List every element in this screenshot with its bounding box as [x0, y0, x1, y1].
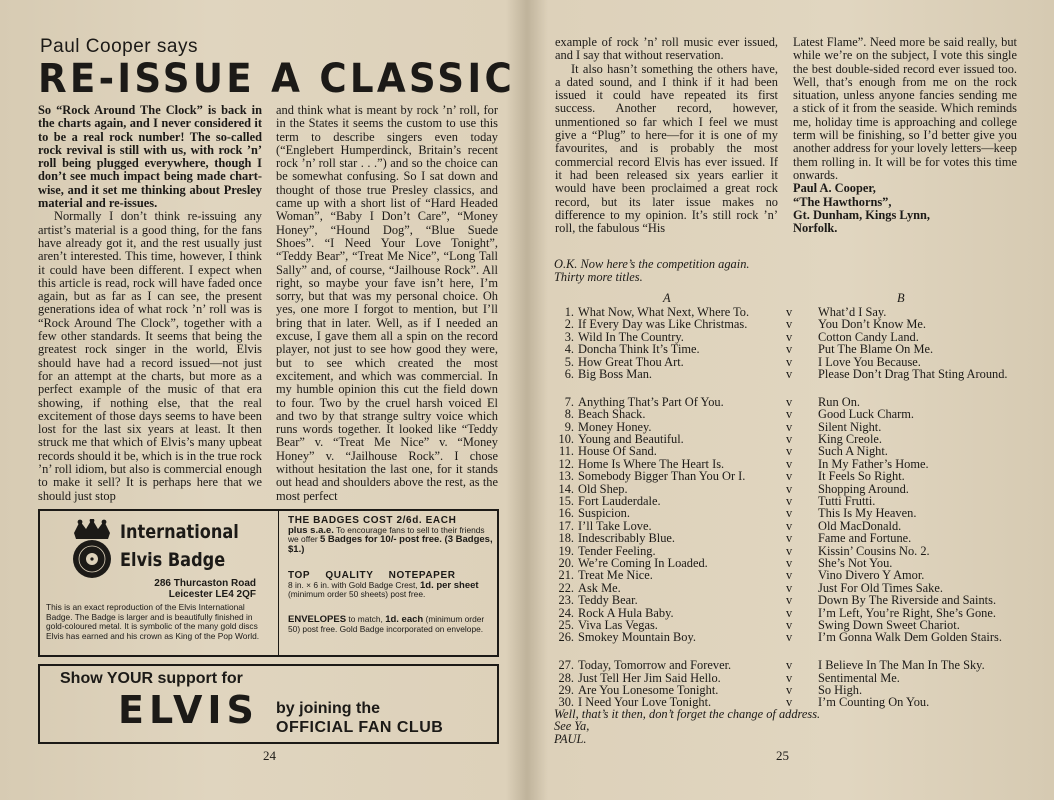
entry-title-a: Big Boss Man.	[578, 367, 653, 381]
entry-title-a: If Every Day was Like Christmas.	[578, 317, 748, 332]
entry-title-a: What Now, What Next, Where To.	[578, 305, 750, 319]
entry-title-a: We’re Coming In Loaded.	[578, 556, 708, 570]
byline: Paul Cooper says	[40, 36, 198, 57]
entry-versus: v	[786, 683, 793, 697]
left-page	[0, 0, 526, 800]
entry-versus: v	[786, 695, 793, 710]
entry-title-b: Swing Down Sweet Chariot.	[818, 618, 960, 632]
entry-title-b: I Love You Because.	[818, 354, 921, 369]
entry-title-a: How Great Thou Art.	[578, 354, 684, 369]
badge-address-line1: 286 Thurcaston Road	[154, 578, 256, 589]
entry-versus: v	[786, 543, 793, 558]
badge-description: This is an exact reproduction of the Elvis International Badge. The Badge is larger and is beautifully finished in gold-coloured metal. It is symbolic of the many gold discs Elvis has earned and his crown as King of the Pop World.	[46, 602, 260, 641]
notepaper-tail: (minimum order 50 sheets) post free.	[288, 589, 426, 600]
entry-number: 13.	[558, 469, 574, 484]
entry-versus: v	[786, 658, 793, 673]
entry-number: 7.	[564, 394, 574, 409]
badge-brand-line2: Elvis Badge	[120, 549, 226, 571]
entry-versus: v	[786, 494, 793, 508]
entry-number: 30.	[558, 695, 574, 710]
entry-versus: v	[786, 556, 793, 570]
entry-title-a: Rock A Hula Baby.	[578, 605, 674, 620]
entry-title-b: Put The Blame On Me.	[818, 342, 934, 357]
signature-line: Paul A. Cooper,	[793, 181, 876, 196]
entry-number: 2.	[564, 317, 574, 332]
entry-number: 19.	[558, 543, 574, 558]
entry-number: 17.	[558, 518, 574, 533]
entry-title-a: Ask Me.	[578, 580, 621, 595]
entry-versus: v	[786, 419, 793, 434]
entry-versus: v	[786, 605, 793, 620]
price-sae: plus s.a.e.	[288, 524, 334, 536]
entry-title-b: Fame and Fortune.	[818, 531, 912, 546]
entry-number: 5.	[564, 354, 574, 369]
entry-number: 1.	[564, 305, 574, 319]
entry-versus: v	[786, 481, 793, 496]
entry-number: 23.	[558, 593, 574, 608]
page-number: 25	[776, 748, 789, 763]
fanclub-join-line2: OFFICIAL FAN CLUB	[276, 719, 444, 736]
entry-title-a: I’ll Take Love.	[578, 518, 652, 533]
envelopes-heading: ENVELOPES	[288, 614, 347, 625]
entry-versus: v	[786, 670, 793, 685]
body-paragraph: Normally I don’t think re-issuing any artist’s material is a good thing, for the fans have already got it, and the rest usually just aren’t interested. This time, however, I think it could have been different. I expect when this article is read, rock will have faded once again, but as far as I can see, the present generations idea of what rock ’n’ roll was is “Rock Around The Clock”, together with a few other standards. It seems that being the greatest rock singer in the world, Elvis should have had a record issued—not just for an attempt at the charts, but more as a perfect example of the music of that era showing, if nothing else, that the real excitement of those days seems to have been lost for the last six years at least. It then struck me that which of Elvis’s many upbeat records should it be, which is in the true rock ’n’ roll idiom, but also is commercial enough to make it sell? It is perhaps here that we should just stop	[38, 209, 262, 503]
closing-line: See Ya,	[554, 719, 590, 734]
closing-note	[554, 708, 820, 745]
entry-number: 11.	[558, 444, 574, 459]
entry-versus: v	[786, 317, 793, 332]
closing-line: Well, that’s it then, don’t forget the change of address.	[554, 707, 821, 721]
entry-title-b: Tutti Frutti.	[818, 494, 876, 508]
entry-versus: v	[786, 342, 793, 357]
body-paragraph: and think what is meant by rock ’n’ roll, for in the States it seems the custom to use this term to describe singers even today (“Englebert Humperdinck, Britain’s recent rock ’n’ roll star . . .”) and so the choice can be somewhat confusing. So I sat down and thought of those true Presley classics, and came up with a short list of “Hard Headed Woman”, “Baby I Don’t Care”, “Money Honey”, “Hound Dog”, “Blue Suede Shoes”. “I Need Your Love Tonight”, “Teddy Bear”, “Treat Me Nice”, “Long Tall Sally” and, of course, “Jailhouse Rock”. All right, so maybe your fave isn’t here, I’m sorry, but that was my personal choice. Oh yes, one more I forgot to mention, but I’ll bring that in later. Well, as if I needed an excuse, I gave them all a spin on the record player, not just to see how good they were, but to see which created the most excitement, and which was commercial. In my humble opinion this cut the field down to four. Two by the cruel harsh voiced El and two by that strange sultry voice which runs words together. It looked like “Teddy Bear” v. “Treat Me Nice” v. “Money Honey” v. “Jailhouse Rock”. I chose without hesitation the last one, for it stands out head and shoulders above the rest, as the most perfect	[276, 103, 498, 503]
entry-versus: v	[786, 329, 793, 344]
entry-title-b: I’m Gonna Walk Dem Golden Stairs.	[818, 630, 1002, 645]
entry-title-b: Vino Divero Y Amor.	[818, 568, 925, 583]
entry-number: 18.	[558, 531, 574, 546]
entry-title-a: Just Tell Her Jim Said Hello.	[578, 670, 721, 685]
entry-title-b: You Don’t Know Me.	[818, 317, 926, 332]
entry-title-a: Somebody Bigger Than You Or I.	[578, 469, 746, 484]
signature-line: “The Hawthorns”,	[793, 194, 892, 209]
entry-title-b: Such A Night.	[818, 444, 888, 459]
badge-advertisement	[38, 509, 499, 657]
body-paragraph: example of rock ’n’ roll music ever issued, and I say that without reservation.	[555, 35, 778, 63]
entry-title-b: Cotton Candy Land.	[818, 329, 919, 344]
envelopes-tail: (minimum order 50) post free. Gold Badge incorporated on envelope.	[288, 614, 485, 634]
entry-number: 28.	[558, 670, 574, 685]
badge-address-line2: Leicester LE4 2QF	[168, 589, 256, 600]
entry-number: 6.	[564, 367, 574, 381]
entry-number: 20.	[558, 556, 574, 570]
entry-title-b: Run On.	[818, 394, 860, 409]
entry-title-a: Teddy Bear.	[578, 593, 638, 608]
entry-title-b: What’d I Say.	[818, 305, 887, 319]
entry-number: 16.	[558, 506, 574, 521]
entry-number: 24.	[558, 605, 574, 620]
article-column-4	[793, 36, 1017, 235]
entry-versus: v	[786, 518, 793, 533]
entry-title-b: I Believe In The Man In The Sky.	[818, 658, 985, 673]
entry-title-a: Beach Shack.	[578, 407, 646, 422]
entry-title-a: I Need Your Love Tonight.	[578, 695, 712, 710]
entry-title-a: Indescribably Blue.	[578, 531, 676, 546]
entry-title-b: Please Don’t Drag That Sting Around.	[818, 367, 1008, 381]
badge-price-heading: THE BADGES COST 2/6d. EACH	[288, 515, 457, 526]
entry-title-a: Young and Beautiful.	[578, 432, 684, 446]
entry-number: 14.	[558, 481, 574, 496]
entry-title-b: It Feels So Right.	[818, 469, 905, 484]
entry-title-a: Fort Lauderdale.	[578, 494, 661, 508]
entry-versus: v	[786, 593, 793, 608]
intro-line: O.K. Now here’s the competition again.	[554, 257, 750, 271]
entry-title-b: I’m Counting On You.	[818, 695, 930, 710]
signature-line: Norfolk.	[793, 221, 838, 236]
entry-versus: v	[786, 506, 793, 521]
entry-title-a: Treat Me Nice.	[578, 568, 653, 583]
entry-versus: v	[786, 531, 793, 546]
closing-line: PAUL.	[554, 731, 587, 746]
fan-club-advertisement	[38, 664, 499, 744]
lead-paragraph: So “Rock Around The Clock” is back in the charts again, and I never considered it to be a real rock number! The so-called rock revival is still with us, with rock ’n’ roll being plugged everywhere, though I don’t see much impact being made chart-wise, and it set me thinking about Presley material and re-issues.	[38, 103, 262, 211]
headline: RE-ISSUE A CLASSIC	[38, 56, 516, 102]
envelopes-block	[288, 615, 494, 634]
entry-title-b: King Creole.	[818, 432, 883, 446]
envelopes-price: 1d. each	[385, 614, 424, 625]
entry-number: 12.	[558, 456, 574, 471]
entry-title-a: Doncha Think It’s Time.	[578, 342, 700, 357]
entry-number: 8.	[564, 407, 574, 422]
entry-versus: v	[786, 618, 793, 632]
article-column-2	[276, 104, 498, 503]
entry-title-b: I’m Left, You’re Right, She’s Gone.	[818, 605, 996, 620]
entry-number: 15.	[558, 494, 574, 508]
entry-versus: v	[786, 367, 793, 381]
notepaper-block	[288, 571, 494, 600]
price-offer: 5 Badges for 10/- post free. (3 Badges, $1.)	[288, 534, 493, 555]
entry-title-b: Silent Night.	[818, 419, 882, 434]
envelopes-mid: to match,	[346, 614, 386, 624]
entry-versus: v	[786, 354, 793, 369]
entry-versus: v	[786, 580, 793, 595]
entry-title-b: Kissin’ Cousins No. 2.	[818, 543, 930, 558]
entry-title-b: So High.	[818, 683, 863, 697]
entry-title-b: Shopping Around.	[818, 481, 909, 496]
entry-title-a: Wild In The Country.	[578, 329, 684, 344]
notepaper-heading: TOP QUALITY NOTEPAPER	[288, 570, 456, 581]
entry-title-a: Suspicion.	[578, 506, 630, 521]
crown-record-icon	[70, 519, 114, 583]
competition-intro	[554, 258, 749, 285]
entry-title-b: Good Luck Charm.	[818, 407, 915, 422]
column-a-header: A	[663, 291, 671, 305]
fanclub-show-line: Show YOUR support for	[60, 670, 243, 687]
entry-versus: v	[786, 469, 793, 484]
entry-title-a: Smokey Mountain Boy.	[578, 630, 696, 645]
entry-versus: v	[786, 394, 793, 409]
entry-title-a: House Of Sand.	[578, 444, 657, 459]
entry-number: 22.	[558, 580, 574, 595]
entry-title-b: In My Father’s Home.	[818, 456, 929, 471]
entry-number: 9.	[564, 419, 574, 434]
badge-brand-line1: International	[120, 521, 239, 543]
entry-number: 25.	[558, 618, 574, 632]
entry-versus: v	[786, 568, 793, 583]
entry-title-a: Viva Las Vegas.	[578, 618, 658, 632]
entry-number: 10.	[558, 432, 574, 446]
article-column-1	[38, 104, 262, 503]
ad-divider	[278, 511, 279, 655]
entry-title-a: Are You Lonesome Tonight.	[578, 683, 719, 697]
body-paragraph: Latest Flame”. Need more be said really, but while we’re on the subject, I vote this single the best double-sided record ever issued too. Well, that’s enough from me on the rock situation, unless anyone fancies sending me a stick of it from the seaside. Which reminds me, holiday time is approaching and college term will be finishing, so I’d better give you another address for your lovely letters—keep them rolling in. It will be for votes this time onwards.	[793, 35, 1017, 182]
entry-number: 21.	[558, 568, 574, 583]
entry-versus: v	[786, 432, 793, 446]
entry-title-a: Money Honey.	[578, 419, 652, 434]
notepaper-price: 1d. per sheet	[419, 579, 479, 591]
entry-versus: v	[786, 456, 793, 471]
entry-number: 27.	[558, 658, 574, 673]
entry-number: 29.	[558, 683, 574, 697]
entry-number: 4.	[564, 342, 574, 357]
column-b-header: B	[897, 291, 905, 305]
entry-title-a: Anything That’s Part Of You.	[578, 394, 724, 409]
entry-title-b: This Is My Heaven.	[818, 506, 917, 521]
fanclub-elvis: ELVIS	[118, 688, 259, 732]
entry-title-b: Sentimental Me.	[818, 670, 900, 685]
entry-title-b: She’s Not You.	[818, 556, 893, 570]
entry-title-b: Down By The Riverside and Saints.	[818, 593, 997, 608]
right-page	[528, 0, 1054, 800]
entry-title-a: Old Shep.	[578, 481, 628, 496]
entry-versus: v	[786, 444, 793, 459]
notepaper-body: 8 in. × 6 in. with Gold Badge Crest,	[288, 579, 420, 590]
entry-title-a: Home Is Where The Heart Is.	[578, 456, 725, 471]
entry-title-b: Just For Old Times Sake.	[818, 580, 943, 595]
badge-price-block	[288, 516, 494, 554]
price-body: To encourage fans to sell to their friends we offer	[288, 524, 485, 545]
signature-line: Gt. Dunham, Kings Lynn,	[793, 207, 931, 222]
entry-title-a: Today, Tomorrow and Forever.	[578, 658, 732, 673]
intro-line: Thirty more titles.	[554, 270, 643, 285]
fanclub-join-line1: by joining the	[276, 700, 380, 717]
entry-title-b: Old MacDonald.	[818, 518, 902, 533]
entry-versus: v	[786, 305, 793, 319]
entry-versus: v	[786, 407, 793, 422]
page-number: 24	[263, 748, 276, 763]
entry-number: 3.	[564, 329, 574, 344]
entry-number: 26.	[558, 630, 574, 645]
entry-versus: v	[786, 630, 793, 645]
body-paragraph: It also hasn’t something the others have, a dated sound, and I think if it had been issued it could have repeated its first success. Another record, however, unmentioned so far which I feel we must give a “Plug” to here—for it is one of my favourites, and is probably the most commercial record Elvis has ever issued. If it had been released six years earlier it would have been proclaimed a great rock record, but its later issue makes no difference to my opinion. It’s still rock ’n’ roll, the fabulous “His	[555, 61, 778, 236]
entry-title-a: Tender Feeling.	[578, 543, 656, 558]
article-column-3	[555, 36, 778, 235]
